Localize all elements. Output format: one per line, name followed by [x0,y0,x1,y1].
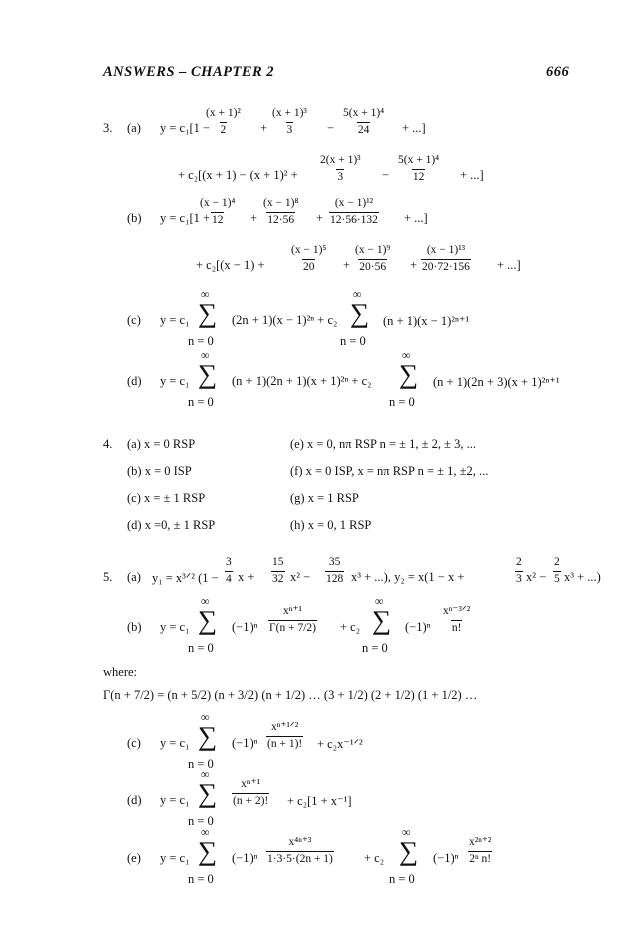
part-5b-lead: y = c₁ [160,620,190,634]
fraction-3a-4: 2(x + 1)³ 3 [320,154,361,183]
summation-sign: ∑ [399,359,419,389]
fraction-3b-2: (x − 1)⁸ 12·56 [263,197,299,226]
fraction-3a-2: (x + 1)³ 3 [272,107,307,136]
sum-lower-limit: n = 0 [188,334,214,348]
part-5e-lead: y = c₁ [160,851,190,865]
part-3c-label: (c) [127,313,141,327]
series-end: + ...] [497,258,521,272]
sum-upper-limit: ∞ [201,594,210,608]
part-5d-label: (d) [127,793,142,807]
operator: − [327,121,335,135]
series-term: x² − [526,570,547,584]
sign-factor: (−1)ⁿ [232,851,258,865]
operator: − [382,168,390,182]
fraction-5d: xⁿ⁺¹ (n + 2)! [233,778,269,807]
sign-factor: (−1)ⁿ [232,620,258,634]
series-term: x + [238,570,255,584]
sign-factor: (−1)ⁿ [405,620,431,634]
summation-sign: ∑ [198,721,218,751]
answer-4g: (g) x = 1 RSP [290,491,359,505]
part-5a-label: (a) [127,570,141,584]
part-3b-line2: + c₂[(x − 1) + [196,258,265,272]
part-3d-term1: (n + 1)(2n + 1)(x + 1)²ⁿ + c₂ [232,374,372,388]
fraction-5e-2: x²ⁿ⁺² 2ⁿ n! [469,836,492,865]
fraction-3b-4: (x − 1)⁵ 20 [291,244,327,273]
answer-4a: (a) x = 0 RSP [127,437,196,451]
sum-lower-limit: n = 0 [188,757,214,771]
series-term: x² − [290,570,311,584]
chapter-heading: ANSWERS – CHAPTER 2 [103,64,275,80]
part-3b-label: (b) [127,211,142,225]
fraction-5a-4: 2 3 [516,556,522,585]
fraction-5a-5: 2 5 [554,556,560,585]
extra-term: + c₂[1 + x⁻¹] [287,794,352,808]
operator: + [250,211,258,225]
page-number: 666 [546,64,570,80]
sum-lower-limit: n = 0 [188,395,214,409]
fraction-3a-5: 5(x + 1)⁴ 12 [398,154,440,183]
sum-lower-limit: n = 0 [188,814,214,828]
fraction-3a-1: (x + 1)² 2 [206,107,241,136]
sum-upper-limit: ∞ [201,348,210,362]
sum-upper-limit: ∞ [353,287,362,301]
part-5b-label: (b) [127,620,142,634]
summation-sign: ∑ [372,605,392,635]
part-3d-term2: (n + 1)(2n + 3)(x + 1)²ⁿ⁺¹ [433,375,560,389]
sum-upper-limit: ∞ [375,594,384,608]
part-3d-label: (d) [127,374,142,388]
constant-term: + c₂ [364,851,385,865]
summation-sign: ∑ [198,836,218,866]
part-3a-lead: y = c₁[1 − [160,121,211,135]
summation-sign: ∑ [198,778,218,808]
sum-lower-limit: n = 0 [188,872,214,886]
summation-sign: ∑ [399,836,419,866]
part-5d-lead: y = c₁ [160,793,190,807]
answer-4b: (b) x = 0 ISP [127,464,192,478]
constant-term: + c₂ [340,620,361,634]
sum-lower-limit: n = 0 [188,641,214,655]
gamma-definition: Γ(n + 7/2) = (n + 5/2) (n + 3/2) (n + 1/2) … (3 + 1/2) (2 + 1/2) (1 + 1/2) … [103,688,478,702]
sum-lower-limit: n = 0 [340,334,366,348]
part-5a-lead: y₁ = x³ᐟ² (1 − [152,571,219,585]
fraction-5b-2: xⁿ⁻³ᐟ² n! [443,605,471,634]
series-end: x³ + ...) [564,570,601,584]
extra-term: + c₂x⁻¹ᐟ² [317,737,363,751]
sum-upper-limit: ∞ [201,710,210,724]
fraction-5b-1: xⁿ⁺¹ Γ(n + 7/2) [269,605,316,634]
sum-upper-limit: ∞ [402,825,411,839]
fraction-5e-1: x⁴ⁿ⁺³ 1·3·5·(2n + 1) [267,836,333,865]
answer-4h: (h) x = 0, 1 RSP [290,518,372,532]
sum-upper-limit: ∞ [201,767,210,781]
operator: + [343,258,351,272]
series-term: x³ + ...), y₂ = x(1 − x + [351,570,465,584]
sum-lower-limit: n = 0 [389,872,415,886]
part-5e-label: (e) [127,851,141,865]
sum-lower-limit: n = 0 [389,395,415,409]
part-3d-lead: y = c₁ [160,374,190,388]
summation-sign: ∑ [198,298,218,328]
sign-factor: (−1)ⁿ [232,736,258,750]
fraction-3b-1: (x − 1)⁴ 12 [200,197,236,226]
where-label: where: [103,665,138,679]
part-5c-lead: y = c₁ [160,736,190,750]
fraction-5a-1: 3 4 [226,556,232,585]
part-5c-label: (c) [127,736,141,750]
operator: + [410,258,418,272]
part-3c-term2: (n + 1)(x − 1)²ⁿ⁺¹ [383,314,470,328]
fraction-5c: xⁿ⁺¹ᐟ² (n + 1)! [267,721,303,750]
series-end: + ...] [404,211,428,225]
part-3c-term1: (2n + 1)(x − 1)²ⁿ + c₂ [232,313,338,327]
fraction-3b-5: (x − 1)⁹ 20·56 [355,244,391,273]
sum-upper-limit: ∞ [402,348,411,362]
answer-4d: (d) x =0, ± 1 RSP [127,518,216,532]
fraction-3b-6: (x − 1)¹³ 20·72·156 [422,244,470,273]
fraction-3b-3: (x − 1)¹² 12·56·132 [330,197,378,226]
fraction-3a-3: 5(x + 1)⁴ 24 [343,107,385,136]
part-3c-lead: y = c₁ [160,313,190,327]
summation-sign: ∑ [198,605,218,635]
fraction-5a-3: 35 128 [326,556,344,585]
answer-4c: (c) x = ± 1 RSP [127,491,206,505]
series-end: + ...] [460,168,484,182]
series-end: + ...] [402,121,426,135]
sum-lower-limit: n = 0 [362,641,388,655]
part-3b-lead: y = c₁[1 + [160,211,211,225]
part-3a-line2: + c₂[(x + 1) − (x + 1)² + [178,168,298,182]
operator: + [316,211,324,225]
fraction-5a-2: 15 32 [272,556,284,585]
sum-upper-limit: ∞ [201,825,210,839]
sign-factor: (−1)ⁿ [433,851,459,865]
summation-sign: ∑ [350,298,370,328]
exercise-3-number: 3. [103,121,113,135]
exercise-4-number: 4. [103,437,113,451]
operator: + [260,121,268,135]
sum-upper-limit: ∞ [201,287,210,301]
part-3a-label: (a) [127,121,141,135]
exercise-5-number: 5. [103,570,113,584]
summation-sign: ∑ [198,359,218,389]
answer-4f: (f) x = 0 ISP, x = nπ RSP n = ± 1, ±2, ... [290,464,489,478]
answer-4e: (e) x = 0, nπ RSP n = ± 1, ± 2, ± 3, ... [290,437,477,451]
